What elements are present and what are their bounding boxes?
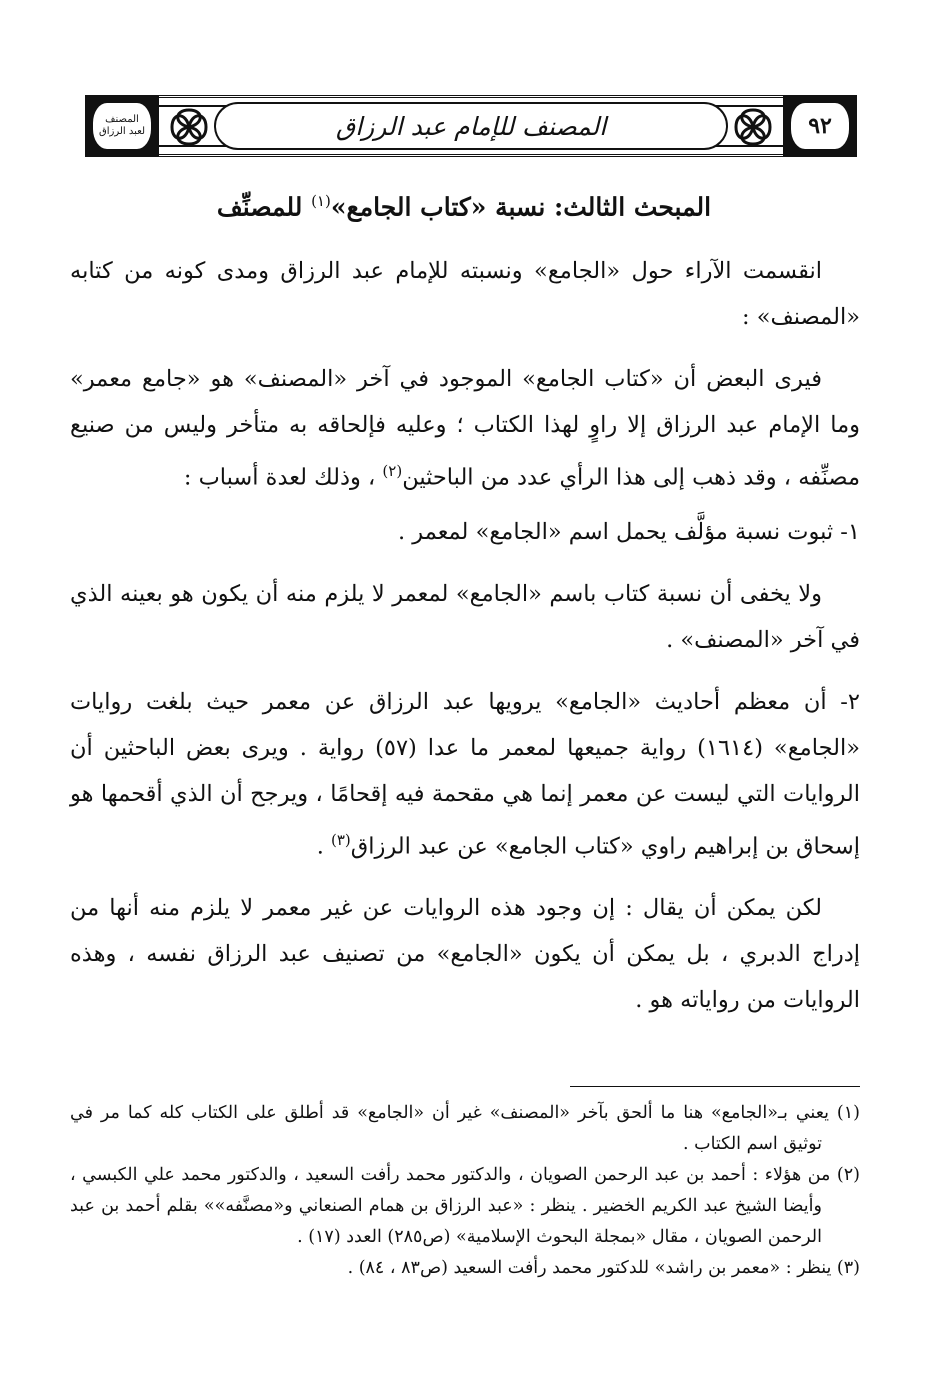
footnote-2: (٢) من هؤلاء : أحمد بن عبد الرحمن الصويان ، والدكتور محمد رأفت السعيد ، والدكتور محمد علي الكبسي ، وأيضا الشيخ عبد الكريم الخضير . ينظر : «عبد الرزاق بن همام الصنعاني و«مصنَّفه»» بقلم أحمد بن عبد الرحمن الصويان ، مقال «بمجلة البحوث الإسلامية» (ص٢٨٥) العدد (١٧) . [70, 1165, 860, 1247]
book-logo: المصنف لعبد الرزاق [98, 114, 146, 137]
ornament-knot-icon [166, 104, 212, 150]
list-item-reason-1: ١- ثبوت نسبة مؤلَّف يحمل اسم «الجامع» لمعمر . [397, 518, 860, 545]
section-heading-tail: للمصنِّف [216, 192, 312, 222]
book-logo-cartouche [85, 95, 159, 157]
paragraph-intro: انقسمت الآراء حول «الجامع» ونسبته للإمام عبد الرزاق ومدى كونه من كتابه «المصنف» : [70, 258, 860, 330]
ornament-knot-icon [730, 104, 776, 150]
paragraph-opinion-text: فيرى البعض أن «كتاب الجامع» الموجود في آخر «المصنف» هو «جامع معمر» وما الإمام عبد الرزاق إلا راوٍ لهذا الكتاب ؛ وعليه فإلحاقه به متأخر وليس من صنيع مصنِّفه ، وقد ذهب إلى هذا الرأي عدد من الباحثين [70, 366, 860, 491]
footnote-ref-3[interactable]: (٣) [331, 830, 351, 849]
page-number-cartouche [783, 95, 857, 157]
page-header [85, 95, 857, 157]
paragraph-opinion [70, 356, 860, 501]
section-heading-text: المبحث الثالث: نسبة «كتاب الجامع» [330, 192, 712, 222]
paragraph-opinion-tail: ، وذلك لعدة أسباب : [183, 464, 383, 491]
running-title: المصنف للإمام عبد الرزاق [335, 111, 607, 141]
running-title-plate [214, 102, 728, 150]
section-heading [84, 192, 844, 221]
footnote-divider [570, 1086, 860, 1087]
footnote-3: (٣) ينظر : «معمر بن راشد» للدكتور محمد رأفت السعيد (ص٨٣ ، ٨٤) . [347, 1258, 860, 1278]
footnote-1: (١) يعني بـ«الجامع» هنا ما ألحق بآخر «المصنف» غير أن «الجامع» قد أطلق على الكتاب كله كما مر في توثيق اسم الكتاب . [70, 1103, 860, 1154]
list-item-reason-2-text: ٢- أن معظم أحاديث «الجامع» يرويها عبد الرزاق عن معمر حيث بلغت روايات «الجامع» (١٦١٤) رواية جميعها لمعمر ما عدا (٥٧) رواية . ويرى بعض الباحثين أن الروايات التي ليست عن معمر إنما هي مقحمة فيه إقحامًا ، ويرجح أن الذي أقحمها هو إسحاق بن إبراهيم راوي «كتاب الجامع» عن عبد الرزاق [70, 688, 860, 859]
footnote-ref-2[interactable]: (٢) [382, 462, 403, 480]
footnotes [70, 1098, 860, 1284]
list-item-reason-2-tail: . [316, 833, 331, 859]
page-number: ٩٢ [808, 113, 832, 139]
paragraph-reply-1: ولا يخفى أن نسبة كتاب باسم «الجامع» لمعمر لا يلزم منه أن يكون هو بعينه الذي في آخر «المصنف» . [70, 580, 860, 653]
list-item-reason-2 [70, 679, 860, 870]
body-text [70, 248, 860, 1023]
paragraph-reply-2: لكن يمكن أن يقال : إن وجود هذه الروايات عن غير معمر لا يلزم منه أنها من إدراج الدبري ، بل يمكن أن يكون «الجامع» من تصنيف عبد الرزاق نفسه ، وهذه الروايات من رواياته هو . [70, 895, 860, 1013]
footnote-ref-1[interactable]: (١) [311, 192, 331, 210]
